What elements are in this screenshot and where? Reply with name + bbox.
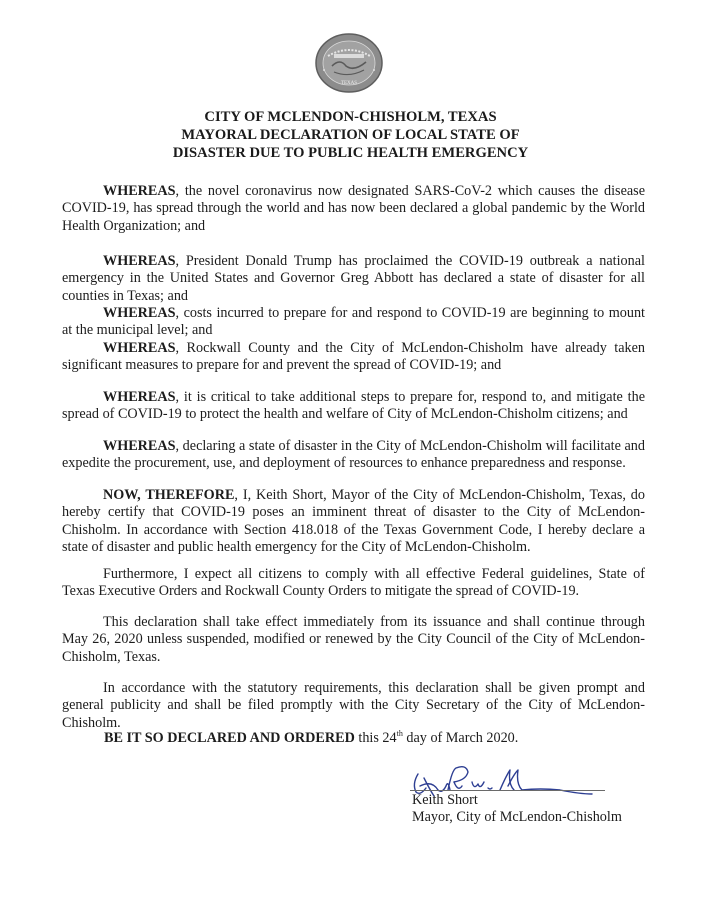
para-text: Furthermore, I expect all citizens to comply with all effective Federal guidelines, State of Texas Executive Orders and Rockwall County Orders to mitigate the spread of COVID-19. xyxy=(62,566,645,600)
whereas-paragraph-3 xyxy=(62,305,645,340)
publicity-paragraph xyxy=(62,680,645,732)
ordered-day-suffix: th xyxy=(396,729,403,738)
signer-block xyxy=(412,792,622,826)
signer-title: Mayor, City of McLendon-Chisholm xyxy=(412,809,622,825)
title-line-3: DISASTER DUE TO PUBLIC HEALTH EMERGENCY xyxy=(172,145,529,161)
para-text: , it is critical to take additional steps to prepare for, respond to, and mitigate the spread of COVID-19 to protect the health and welfare of City of McLendon-Chisholm citizens; and xyxy=(62,389,645,423)
whereas-paragraph-2 xyxy=(62,253,645,305)
para-text: , I, Keith Short, Mayor of the City of McLendon-Chisholm, Texas, do hereby certify that COVID-19 poses an imminent threat of disaster to the City of McLendon-Chisholm. In accordance with Section 418.018 of the Texas Government Code, I hereby declare a state of disaster and public health emergency for the City of McLendon-Chisholm. xyxy=(62,487,645,556)
para-text: , costs incurred to prepare for and respond to COVID-19 are beginning to mount at the municipal level; and xyxy=(62,305,645,339)
declared-and-ordered-line xyxy=(104,730,518,747)
para-text: , declaring a state of disaster in the City of McLendon-Chisholm will facilitate and expedite the procurement, use, and deployment of resources to enhance preparedness and response. xyxy=(62,438,645,472)
ordered-lead: BE IT SO DECLARED AND ORDERED xyxy=(104,730,355,746)
para-text: , Rockwall County and the City of McLendon-Chisholm have already taken significant measures to prepare for and prevent the spread of COVID-19; and xyxy=(62,340,645,374)
para-lead: WHEREAS xyxy=(103,438,176,454)
city-seal-icon xyxy=(314,32,384,94)
seal-bottom-text: TEXAS xyxy=(340,81,358,86)
document-title xyxy=(0,108,701,162)
para-lead: WHEREAS xyxy=(103,305,176,321)
signer-name: Keith Short xyxy=(412,792,478,808)
whereas-paragraph-1 xyxy=(62,183,645,235)
furthermore-paragraph xyxy=(62,566,645,601)
ordered-text-before: this 24 xyxy=(354,730,397,746)
effective-period-paragraph xyxy=(62,614,645,666)
para-lead: WHEREAS xyxy=(103,183,176,199)
para-lead: WHEREAS xyxy=(103,340,176,356)
signature-line xyxy=(410,790,605,791)
whereas-paragraph-5 xyxy=(62,389,645,424)
whereas-paragraph-6 xyxy=(62,438,645,473)
now-therefore-paragraph xyxy=(62,487,645,557)
para-lead: NOW, THEREFORE xyxy=(103,487,235,503)
para-text: , President Donald Trump has proclaimed the COVID-19 outbreak a national emergency in the United States and Governor Greg Abbott has declared a state of disaster for all counties in Texas; and xyxy=(62,253,645,304)
para-lead: WHEREAS xyxy=(103,389,176,405)
para-lead: WHEREAS xyxy=(103,253,176,269)
title-line-2: MAYORAL DECLARATION OF LOCAL STATE OF xyxy=(181,127,520,143)
para-text: This declaration shall take effect immediately from its issuance and shall continue through May 26, 2020 unless suspended, modified or renewed by the City Council of the City of McLendon-Chisholm, Texas. xyxy=(62,614,645,665)
whereas-paragraph-4 xyxy=(62,340,645,375)
para-text: , the novel coronavirus now designated SARS-CoV-2 which causes the disease COVID-19, has spread through the world and has now been declared a global pandemic by the World Health Organization; and xyxy=(62,183,645,234)
para-text: In accordance with the statutory requirements, this declaration shall be given prompt and general publicity and shall be filed promptly with the City Secretary of the City of McLendon-Chisholm. xyxy=(62,680,645,731)
ordered-text-after: day of March 2020. xyxy=(402,730,519,746)
title-line-1: CITY OF MCLENDON-CHISHOLM, TEXAS xyxy=(204,109,497,125)
